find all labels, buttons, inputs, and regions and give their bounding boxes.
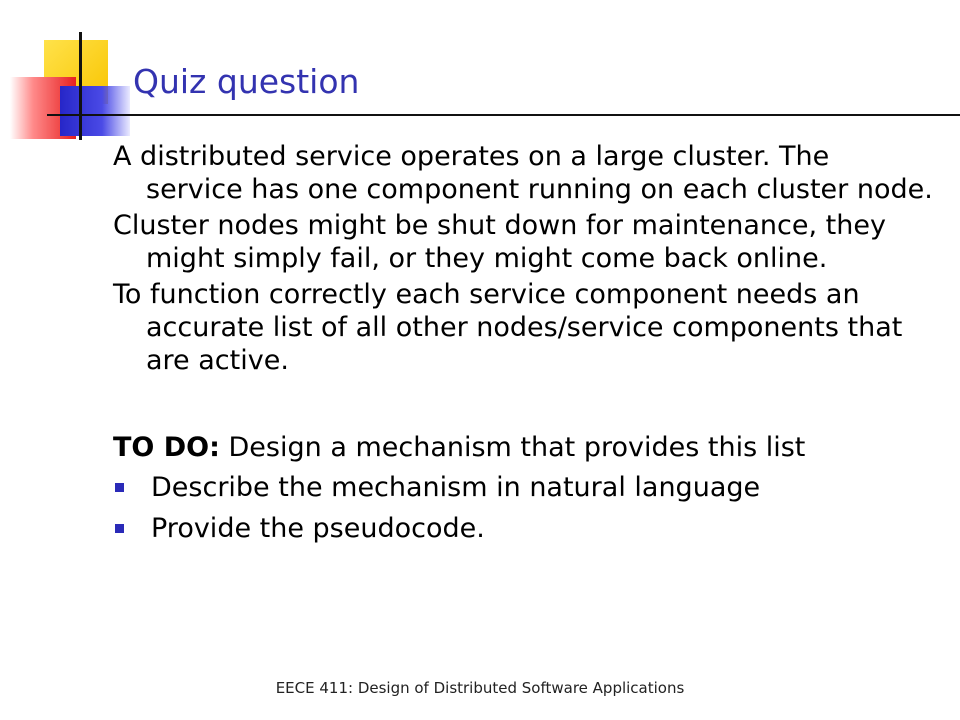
- paragraph-failures: Cluster nodes might be shut down for maintenance, they might simply fail, or they might come back online.: [113, 210, 886, 274]
- decor-vertical-line: [79, 32, 82, 140]
- bullet-item-pseudocode: [113, 512, 933, 545]
- slide-title: Quiz question: [133, 62, 360, 101]
- bullet-text: Describe the mechanism in natural language: [151, 472, 761, 503]
- bullet-item-describe: [113, 471, 933, 504]
- title-underline: [47, 114, 960, 116]
- todo-label: TO DO:: [113, 432, 220, 463]
- todo-text: Design a mechanism that provides this list: [219, 432, 806, 463]
- todo-line: [113, 431, 933, 464]
- slide-body: [113, 140, 933, 553]
- square-bullet-icon: [115, 524, 124, 533]
- square-bullet-icon: [115, 483, 124, 492]
- paragraph-requirement: To function correctly each service component needs an accurate list of all other nodes/service components that are active.: [113, 279, 903, 376]
- paragraph-cluster: A distributed service operates on a large cluster. The service has one component running on each cluster node.: [113, 141, 933, 205]
- bullet-text: Provide the pseudocode.: [151, 513, 485, 544]
- slide-footer: EECE 411: Design of Distributed Software Applications: [275, 679, 685, 697]
- decor-blue-square: [60, 86, 130, 136]
